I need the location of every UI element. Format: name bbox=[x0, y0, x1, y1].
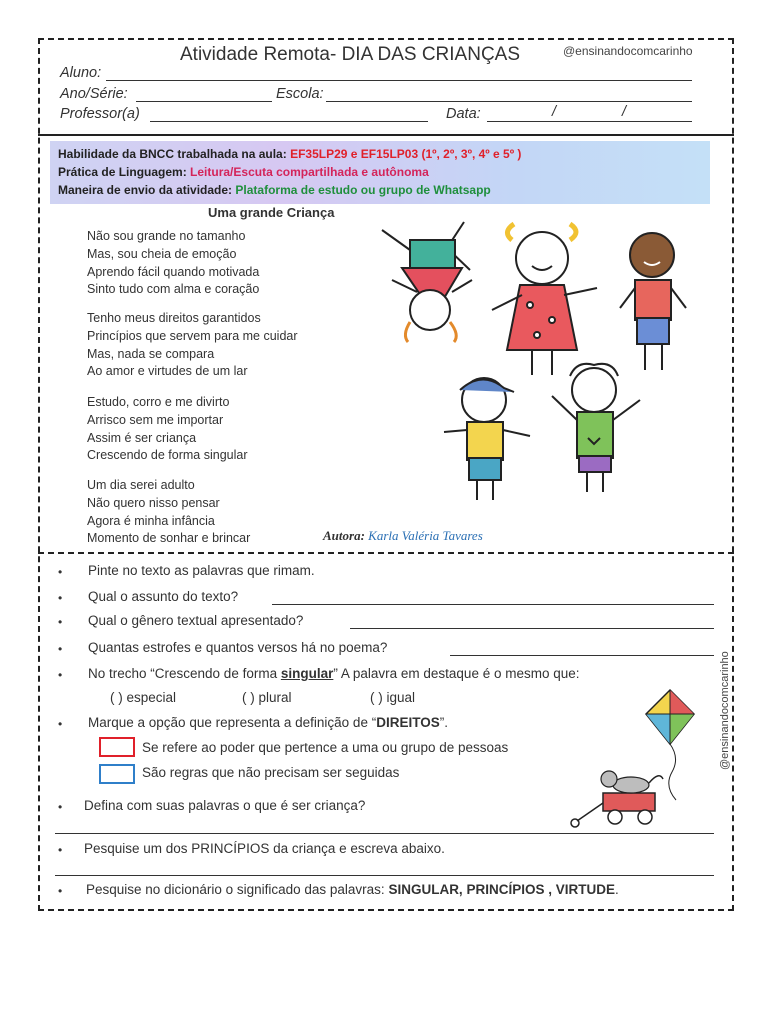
poem-stanza-3: Estudo, corro e me divirto Arrisco sem me importar Assim é ser criança Crescendo de forma singular bbox=[87, 395, 248, 463]
boy-brown-figure bbox=[620, 233, 686, 370]
bncc-maneira-row bbox=[58, 183, 491, 197]
bullet-9: • bbox=[58, 884, 63, 898]
header-divider bbox=[38, 134, 734, 136]
ano-serie-line[interactable] bbox=[136, 101, 272, 102]
page-title: Atividade Remota- DIA DAS CRIANÇAS bbox=[180, 44, 521, 65]
answer-line-4[interactable] bbox=[450, 655, 714, 656]
maneira-label: Maneira de envio da atividade: bbox=[58, 183, 233, 197]
question-5 bbox=[88, 666, 580, 681]
option-direitos-1: Se refere ao poder que pertence a uma ou grupo de pessoas bbox=[142, 740, 509, 755]
date-sep-2: / bbox=[622, 104, 627, 120]
girl-green-figure bbox=[552, 364, 640, 492]
bullet-7: • bbox=[58, 800, 63, 814]
escola-line[interactable] bbox=[326, 101, 692, 102]
bullet-1: • bbox=[58, 565, 63, 579]
poem-divider bbox=[38, 552, 734, 554]
boy-with-cap-figure bbox=[444, 378, 530, 500]
data-label: Data: bbox=[446, 106, 481, 122]
question-5-text-pre: No trecho “Crescendo de forma bbox=[88, 666, 281, 681]
author-handle: @ensinandocomcarinho bbox=[563, 44, 693, 58]
option-igual[interactable]: ( ) igual bbox=[370, 690, 416, 705]
question-6-text-post: ”. bbox=[439, 715, 448, 730]
question-6-text-pre: Marque a opção que representa a definição de “ bbox=[88, 715, 377, 730]
question-4: Quantas estrofes e quantos versos há no poema? bbox=[88, 640, 388, 655]
maneira-value: Plataforma de estudo ou grupo de Whatsapp bbox=[235, 183, 491, 197]
question-9-text-post: . bbox=[614, 882, 619, 897]
question-9-text-pre: Pesquise no dicionário o significado das palavras: bbox=[86, 882, 389, 897]
ano-serie-label: Ano/Série: bbox=[60, 86, 128, 102]
girl-with-pigtails-figure bbox=[492, 224, 597, 375]
option-box-red[interactable] bbox=[99, 737, 135, 757]
author-label: Autora: bbox=[323, 528, 365, 543]
pratica-value: Leitura/Escuta compartilhada e autônoma bbox=[190, 165, 429, 179]
poem-author bbox=[323, 528, 483, 544]
escola-label: Escola: bbox=[276, 86, 324, 102]
poem-title: Uma grande Criança bbox=[208, 205, 335, 220]
answer-line-2[interactable] bbox=[272, 604, 714, 605]
dog-wagon-icon bbox=[565, 765, 680, 830]
bullet-5: • bbox=[58, 668, 63, 682]
bullet-2: • bbox=[58, 591, 63, 605]
question-6 bbox=[88, 715, 448, 730]
bullet-6: • bbox=[58, 717, 63, 731]
professor-line[interactable] bbox=[150, 121, 428, 122]
aluno-line[interactable] bbox=[106, 80, 692, 81]
poem-stanza-4: Um dia serei adulto Não quero nisso pensar Agora é minha infância Momento de sonhar e brincar bbox=[87, 478, 251, 546]
question-3: Qual o gênero textual apresentado? bbox=[88, 613, 304, 628]
question-5-text-post: ” A palavra em destaque é o mesmo que: bbox=[333, 666, 580, 681]
upside-down-girl-figure bbox=[382, 222, 472, 342]
question-7: Defina com suas palavras o que é ser criança? bbox=[84, 798, 366, 813]
answer-line-3[interactable] bbox=[350, 628, 714, 629]
side-handle-text: @ensinandocomcarinho bbox=[719, 651, 731, 770]
bncc-habilidade-row bbox=[58, 147, 521, 161]
question-1: Pinte no texto as palavras que rimam. bbox=[88, 563, 315, 578]
question-8: Pesquise um dos PRINCÍPIOS da criança e escreva abaixo. bbox=[84, 841, 445, 856]
habilidade-value: EF35LP29 e EF15LP03 (1º, 2º, 3º, 4º e 5º ) bbox=[290, 147, 522, 161]
data-line[interactable] bbox=[487, 121, 692, 122]
question-6-highlighted-word: DIREITOS bbox=[376, 715, 440, 730]
bncc-pratica-row bbox=[58, 165, 429, 179]
option-direitos-2: São regras que não precisam ser seguidas bbox=[142, 765, 400, 780]
pratica-label: Prática de Linguagem: bbox=[58, 165, 187, 179]
professor-label: Professor(a) bbox=[60, 106, 140, 122]
habilidade-label: Habilidade da BNCC trabalhada na aula: bbox=[58, 147, 287, 161]
option-box-blue[interactable] bbox=[99, 764, 135, 784]
question-9-words: SINGULAR, PRINCÍPIOS , VIRTUDE bbox=[388, 882, 615, 897]
question-9 bbox=[86, 882, 619, 897]
bullet-8: • bbox=[58, 843, 63, 857]
answer-line-8[interactable] bbox=[55, 875, 714, 876]
author-name: Karla Valéria Tavares bbox=[368, 528, 483, 543]
date-sep-1: / bbox=[552, 104, 557, 120]
question-2: Qual o assunto do texto? bbox=[88, 589, 239, 604]
option-especial[interactable]: ( ) especial bbox=[110, 690, 177, 705]
poem-stanza-1: Não sou grande no tamanho Mas, sou cheia de emoção Aprendo fácil quando motivada Sinto tudo com alma e coração bbox=[87, 229, 260, 297]
bullet-3: • bbox=[58, 615, 63, 629]
bullet-4: • bbox=[58, 642, 63, 656]
answer-line-7[interactable] bbox=[55, 833, 714, 834]
side-handle bbox=[717, 602, 731, 772]
question-5-highlighted-word: singular bbox=[280, 666, 334, 681]
aluno-label: Aluno: bbox=[60, 65, 102, 81]
children-illustration bbox=[372, 210, 702, 510]
poem-stanza-2: Tenho meus direitos garantidos Princípios que servem para me cuidar Mas, nada se compara Ao amor e virtudes de um lar bbox=[87, 311, 298, 379]
option-plural[interactable]: ( ) plural bbox=[242, 690, 292, 705]
bncc-info-box bbox=[50, 141, 710, 204]
